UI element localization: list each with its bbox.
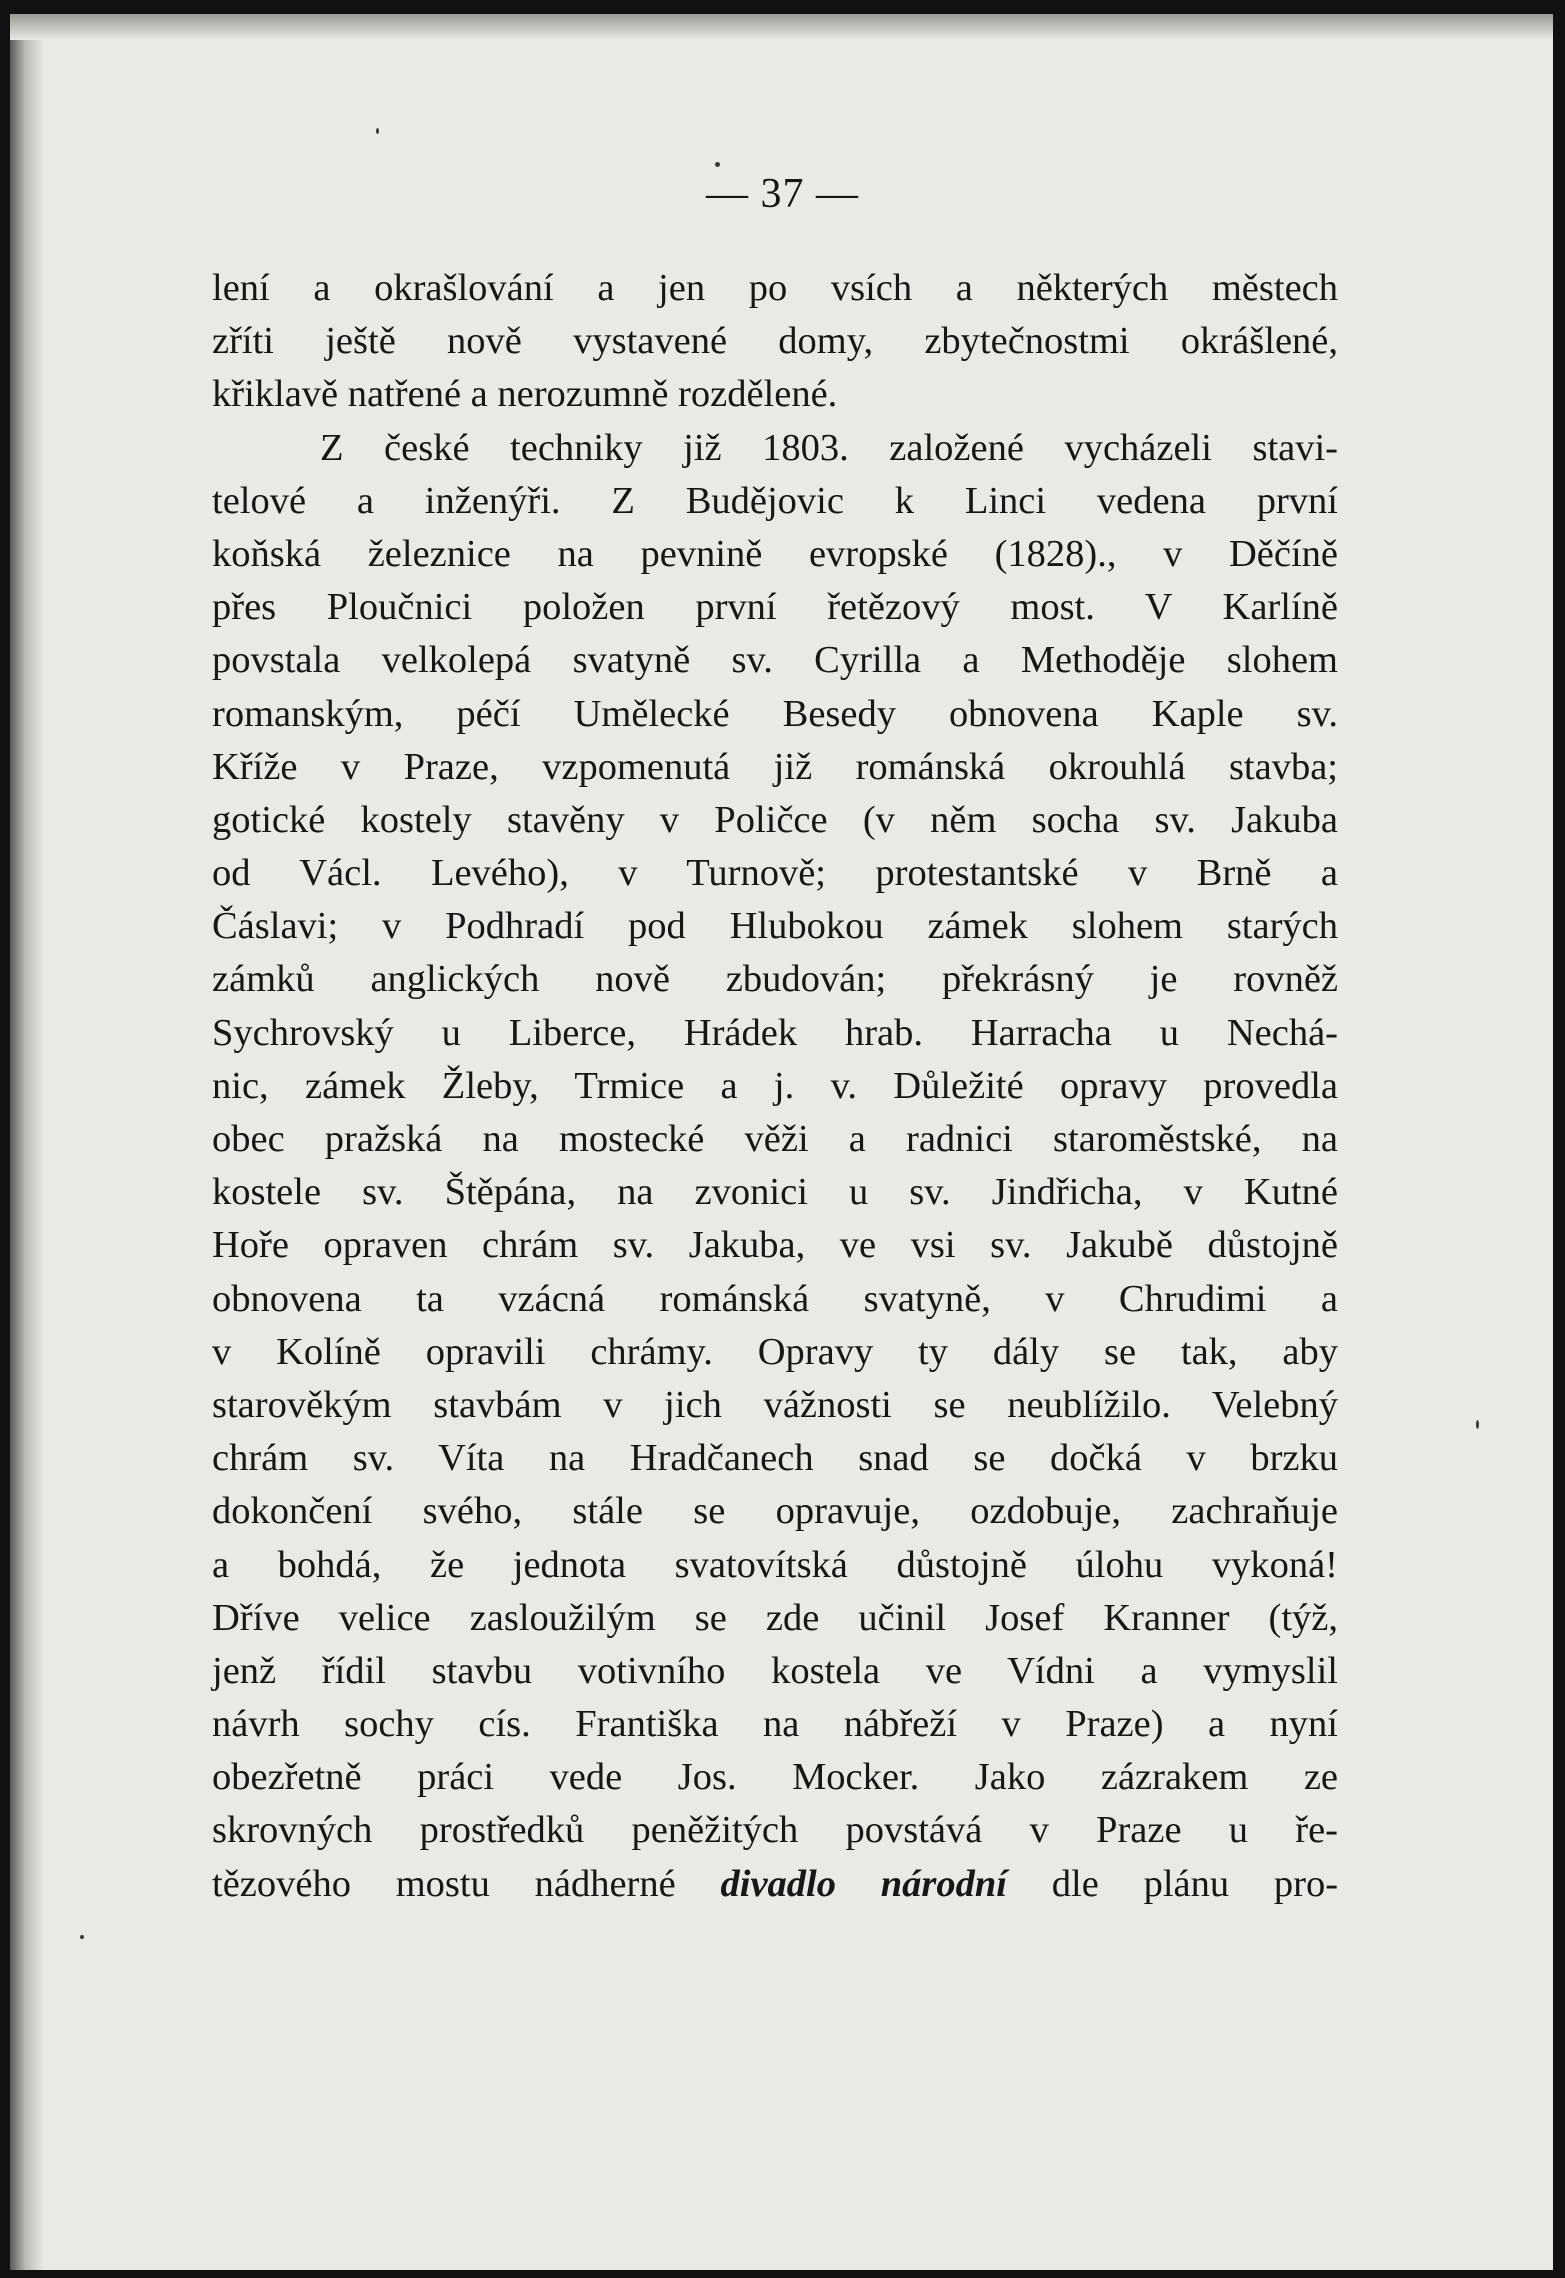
text-line: od Václ. Levého), v Turnově; protestantské v Brně a <box>212 852 1338 895</box>
text-line: starověkým stavbám v jich vážnosti se neublížilo. Velebný <box>212 1383 1338 1426</box>
body-text <box>212 262 1338 1911</box>
text-line: gotické kostely stavěny v Poličce (v něm socha sv. Jakuba <box>212 798 1338 841</box>
text-line: dokončení svého, stále se opravuje, ozdobuje, zachraňuje <box>212 1490 1338 1533</box>
speck <box>1476 1420 1479 1429</box>
page-top-shadow <box>10 14 1553 40</box>
text-line: Kříže v Praze, vzpomenutá již románská okrouhlá stavba; <box>212 745 1338 788</box>
speck <box>376 128 379 134</box>
text-line: návrh sochy cís. Františka na nábřeží v Praze) a nyní <box>212 1703 1338 1746</box>
emphasized-title: divadlo národní <box>720 1862 1008 1905</box>
text-line: zámků anglických nově zbudován; překrásný je rovněž <box>212 958 1338 1001</box>
text-line: koňská železnice na pevnině evropské (1828)., v Děčíně <box>212 532 1338 575</box>
speck <box>715 162 720 167</box>
text-line: chrám sv. Víta na Hradčanech snad se dočká v brzku <box>212 1437 1338 1480</box>
text-line: Z české techniky již 1803. založené vycházeli stavi- <box>320 426 1338 469</box>
text-line: obezřetně práci vede Jos. Mocker. Jako zázrakem ze <box>212 1756 1338 1799</box>
text-line: telové a inženýři. Z Budějovic k Linci vedena první <box>212 479 1338 522</box>
text-line: romanským, péčí Umělecké Besedy obnovena Kaple sv. <box>212 692 1338 735</box>
text-line: zříti ještě nově vystavené domy, zbytečnostmi okrášlené, <box>212 320 1338 363</box>
page-binding-shadow <box>10 14 44 2270</box>
text-line: obnovena ta vzácná románská svatyně, v Chrudimi a <box>212 1277 1338 1320</box>
text-line: Hoře opraven chrám sv. Jakuba, ve vsi sv. Jakubě důstojně <box>212 1224 1338 1267</box>
text-line: v Kolíně opravili chrámy. Opravy ty dály se tak, aby <box>212 1330 1338 1373</box>
text-segment: dle plánu pro- <box>1051 1862 1339 1905</box>
text-line: povstala velkolepá svatyně sv. Cyrilla a Methoděje slohem <box>212 639 1338 682</box>
text-segment: tězového mostu nádherné <box>212 1862 676 1905</box>
text-line: lení a okrašlování a jen po vsích a některých městech <box>212 267 1338 309</box>
text-line: křiklavě natřené a nerozumně rozdělené. <box>212 373 838 416</box>
page-number: — 37 — <box>706 171 859 217</box>
text-line: jenž řídil stavbu votivního kostela ve Vídni a vymyslil <box>212 1649 1338 1692</box>
text-line-final <box>212 1858 1338 1911</box>
speck <box>80 1935 84 1939</box>
text-line: skrovných prostředků peněžitých povstává v Praze u ře- <box>212 1809 1338 1852</box>
text-line: a bohdá, že jednota svatovítská důstojně úlohu vykoná! <box>212 1543 1338 1586</box>
text-line: Sychrovský u Liberce, Hrádek hrab. Harracha u Nechá- <box>212 1011 1338 1054</box>
text-line: kostele sv. Štěpána, na zvonici u sv. Jindřicha, v Kutné <box>212 1171 1338 1214</box>
text-line: Dříve velice zasloužilým se zde učinil Josef Kranner (týž, <box>212 1596 1338 1639</box>
text-line: přes Ploučnici položen první řetězový most. V Karlíně <box>212 586 1338 629</box>
text-line: nic, zámek Žleby, Trmice a j. v. Důležité opravy provedla <box>212 1064 1338 1107</box>
text-line: Čáslavi; v Podhradí pod Hlubokou zámek slohem starých <box>212 905 1338 948</box>
text-line: obec pražská na mostecké věži a radnici staroměstské, na <box>212 1118 1338 1160</box>
